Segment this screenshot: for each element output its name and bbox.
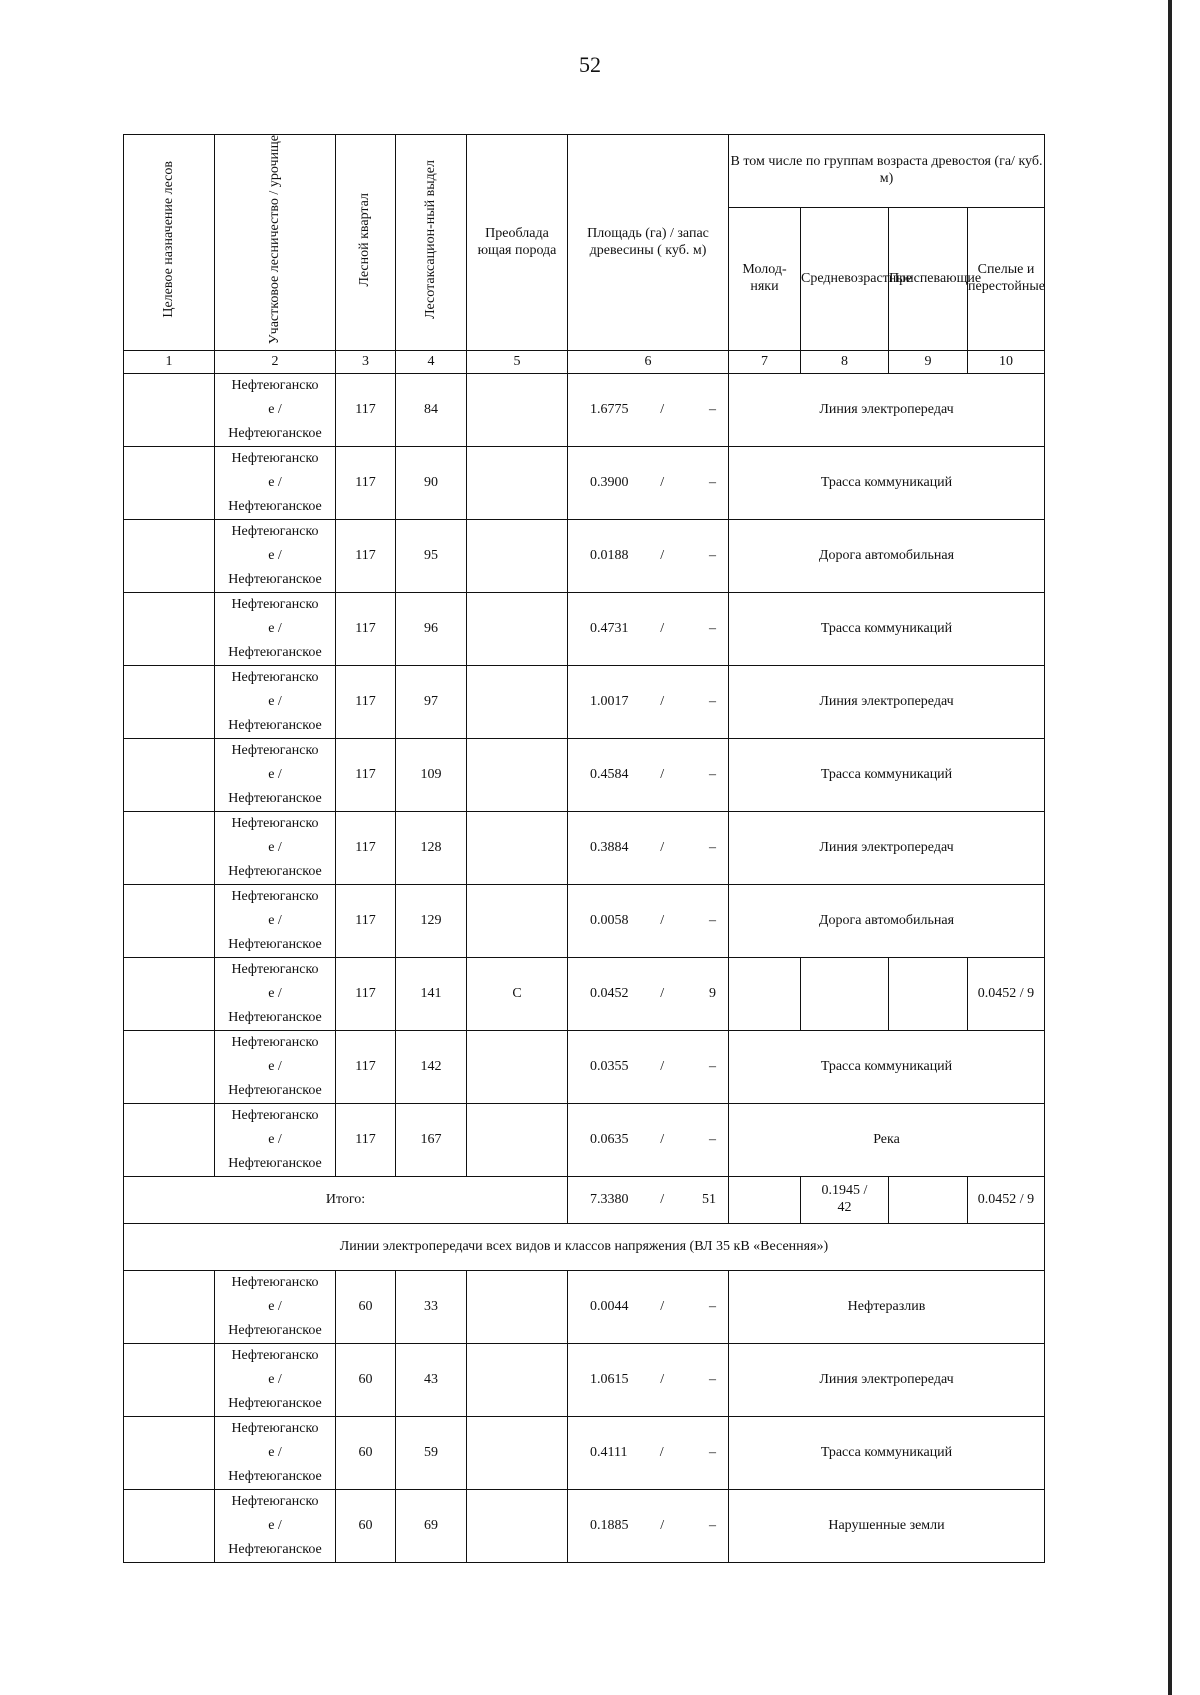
vydel-cell: 109: [396, 739, 467, 812]
table-row: [124, 739, 1045, 812]
poroda-cell: [467, 885, 568, 958]
kvartal-cell: 117: [336, 812, 396, 885]
total-label: Итого:: [124, 1177, 568, 1224]
purpose-cell: [124, 1031, 215, 1104]
purpose-cell: [124, 958, 215, 1031]
note-cell: Трасса коммуникаций: [729, 739, 1045, 812]
area-cell: 0.0044 / –: [568, 1271, 729, 1344]
vydel-cell: 59: [396, 1417, 467, 1490]
table-row: [124, 666, 1045, 739]
table-row: [124, 1417, 1045, 1490]
note-cell: Река: [729, 1104, 1045, 1177]
uchastok-cell: Нефтеюганско е / Нефтеюганское: [215, 1031, 336, 1104]
header-col5: Преоблада ющая порода: [467, 135, 568, 351]
note-cell: Трасса коммуникаций: [729, 1031, 1045, 1104]
uchastok-cell: Нефтеюганско е / Нефтеюганское: [215, 958, 336, 1031]
area-cell: 0.0058 / –: [568, 885, 729, 958]
poroda-cell: [467, 593, 568, 666]
poroda-cell: [467, 520, 568, 593]
mature-cell: 0.0452 / 9: [968, 958, 1045, 1031]
forest-table: [123, 134, 1045, 1563]
header-col9: Приспевающие: [889, 208, 968, 351]
purpose-cell: [124, 1417, 215, 1490]
poroda-cell: [467, 447, 568, 520]
total-mature: 0.0452 / 9: [968, 1177, 1045, 1224]
uchastok-cell: Нефтеюганско е / Нефтеюганское: [215, 812, 336, 885]
table-row: [124, 1344, 1045, 1417]
poroda-cell: [467, 1490, 568, 1563]
header-col8: Средневозрастные: [801, 208, 889, 351]
purpose-cell: [124, 1490, 215, 1563]
poroda-cell: [467, 812, 568, 885]
header-col4: Лесотаксацион-ный выдел: [396, 135, 467, 351]
total-middle-age: 0.1945 / 42: [801, 1177, 889, 1224]
uchastok-cell: Нефтеюганско е / Нефтеюганское: [215, 1271, 336, 1344]
poroda-cell: [467, 1104, 568, 1177]
vydel-cell: 129: [396, 885, 467, 958]
purpose-cell: [124, 1271, 215, 1344]
header-col3: Лесной квартал: [336, 135, 396, 351]
poroda-cell: [467, 1031, 568, 1104]
table-row: [124, 1271, 1045, 1344]
poroda-cell: [467, 1344, 568, 1417]
area-cell: 0.3884 / –: [568, 812, 729, 885]
purpose-cell: [124, 593, 215, 666]
area-cell: 1.0615 / –: [568, 1344, 729, 1417]
header-col1: Целевое назначение лесов: [124, 135, 215, 351]
vydel-cell: 84: [396, 374, 467, 447]
kvartal-cell: 117: [336, 374, 396, 447]
kvartal-cell: 117: [336, 739, 396, 812]
kvartal-cell: 117: [336, 885, 396, 958]
area-cell: 7.3380 / 51: [568, 1177, 729, 1224]
uchastok-cell: Нефтеюганско е / Нефтеюганское: [215, 739, 336, 812]
vydel-cell: 69: [396, 1490, 467, 1563]
purpose-cell: [124, 812, 215, 885]
vydel-cell: 95: [396, 520, 467, 593]
note-cell: Линия электропередач: [729, 812, 1045, 885]
purpose-cell: [124, 447, 215, 520]
area-cell: 0.4584 / –: [568, 739, 729, 812]
header-col10: Спелые и перестойные: [968, 208, 1045, 351]
area-cell: 0.1885 / –: [568, 1490, 729, 1563]
kvartal-cell: 117: [336, 447, 396, 520]
total-young: [729, 1177, 801, 1224]
area-cell: 0.3900 / –: [568, 447, 729, 520]
purpose-cell: [124, 1104, 215, 1177]
table-row: [124, 593, 1045, 666]
table-row: [124, 1490, 1045, 1563]
purpose-cell: [124, 520, 215, 593]
purpose-cell: [124, 1344, 215, 1417]
poroda-cell: [467, 739, 568, 812]
kvartal-cell: 117: [336, 1031, 396, 1104]
note-cell: Дорога автомобильная: [729, 520, 1045, 593]
kvartal-cell: 60: [336, 1417, 396, 1490]
poroda-cell: [467, 374, 568, 447]
vydel-cell: 97: [396, 666, 467, 739]
area-cell: 1.6775 / –: [568, 374, 729, 447]
area-cell: 0.0355 / –: [568, 1031, 729, 1104]
column-numbers-row: 1 2 3 4 5 6 7 8 9 10: [124, 351, 1045, 374]
section-title: Линии электропередачи всех видов и классов напряжения (ВЛ 35 кВ «Весенняя»): [124, 1224, 1045, 1271]
kvartal-cell: 60: [336, 1344, 396, 1417]
uchastok-cell: Нефтеюганско е / Нефтеюганское: [215, 447, 336, 520]
note-cell: Трасса коммуникаций: [729, 1417, 1045, 1490]
poroda-cell: [467, 666, 568, 739]
kvartal-cell: 117: [336, 1104, 396, 1177]
header-age-groups: В том числе по группам возраста древостоя (га/ куб. м): [729, 135, 1045, 208]
area-cell: 0.0452 / 9: [568, 958, 729, 1031]
vydel-cell: 167: [396, 1104, 467, 1177]
purpose-cell: [124, 666, 215, 739]
vydel-cell: 141: [396, 958, 467, 1031]
kvartal-cell: 60: [336, 1490, 396, 1563]
note-cell: Линия электропередач: [729, 1344, 1045, 1417]
vydel-cell: 90: [396, 447, 467, 520]
vydel-cell: 142: [396, 1031, 467, 1104]
note-cell: Линия электропередач: [729, 666, 1045, 739]
table-row: [124, 958, 1045, 1031]
kvartal-cell: 60: [336, 1271, 396, 1344]
table-row: [124, 520, 1045, 593]
uchastok-cell: Нефтеюганско е / Нефтеюганское: [215, 666, 336, 739]
total-row: [124, 1177, 1045, 1224]
note-cell: Трасса коммуникаций: [729, 447, 1045, 520]
table-row: [124, 1104, 1045, 1177]
area-cell: 0.4731 / –: [568, 593, 729, 666]
vydel-cell: 43: [396, 1344, 467, 1417]
total-premature: [889, 1177, 968, 1224]
premature-cell: [889, 958, 968, 1031]
uchastok-cell: Нефтеюганско е / Нефтеюганское: [215, 1104, 336, 1177]
note-cell: Трасса коммуникаций: [729, 593, 1045, 666]
note-cell: Линия электропередач: [729, 374, 1045, 447]
kvartal-cell: 117: [336, 593, 396, 666]
table-row: [124, 1031, 1045, 1104]
table-row: [124, 812, 1045, 885]
uchastok-cell: Нефтеюганско е / Нефтеюганское: [215, 1417, 336, 1490]
area-cell: 0.4111 / –: [568, 1417, 729, 1490]
uchastok-cell: Нефтеюганско е / Нефтеюганское: [215, 885, 336, 958]
kvartal-cell: 117: [336, 958, 396, 1031]
area-cell: 0.0635 / –: [568, 1104, 729, 1177]
purpose-cell: [124, 374, 215, 447]
note-cell: Дорога автомобильная: [729, 885, 1045, 958]
note-cell: Нарушенные земли: [729, 1490, 1045, 1563]
uchastok-cell: Нефтеюганско е / Нефтеюганское: [215, 520, 336, 593]
page-edge-shadow: [1168, 0, 1172, 1695]
poroda-cell: [467, 1417, 568, 1490]
note-cell: Нефтеразлив: [729, 1271, 1045, 1344]
poroda-cell: [467, 1271, 568, 1344]
header-col7: Молод-няки: [729, 208, 801, 351]
young-cell: [729, 958, 801, 1031]
poroda-cell: С: [467, 958, 568, 1031]
kvartal-cell: 117: [336, 666, 396, 739]
table-row: [124, 885, 1045, 958]
section-title-row: [124, 1224, 1045, 1271]
purpose-cell: [124, 885, 215, 958]
uchastok-cell: Нефтеюганско е / Нефтеюганское: [215, 374, 336, 447]
table-row: [124, 447, 1045, 520]
uchastok-cell: Нефтеюганско е / Нефтеюганское: [215, 1490, 336, 1563]
vydel-cell: 128: [396, 812, 467, 885]
area-cell: 0.0188 / –: [568, 520, 729, 593]
header-col6: Площадь (га) / запас древесины ( куб. м): [568, 135, 729, 351]
vydel-cell: 96: [396, 593, 467, 666]
area-cell: 1.0017 / –: [568, 666, 729, 739]
purpose-cell: [124, 739, 215, 812]
kvartal-cell: 117: [336, 520, 396, 593]
header-col2: Участковое лесничество / урочище: [215, 135, 336, 351]
middle-age-cell: [801, 958, 889, 1031]
page-number: 52: [579, 52, 601, 77]
uchastok-cell: Нефтеюганско е / Нефтеюганское: [215, 593, 336, 666]
table-row: [124, 374, 1045, 447]
uchastok-cell: Нефтеюганско е / Нефтеюганское: [215, 1344, 336, 1417]
vydel-cell: 33: [396, 1271, 467, 1344]
